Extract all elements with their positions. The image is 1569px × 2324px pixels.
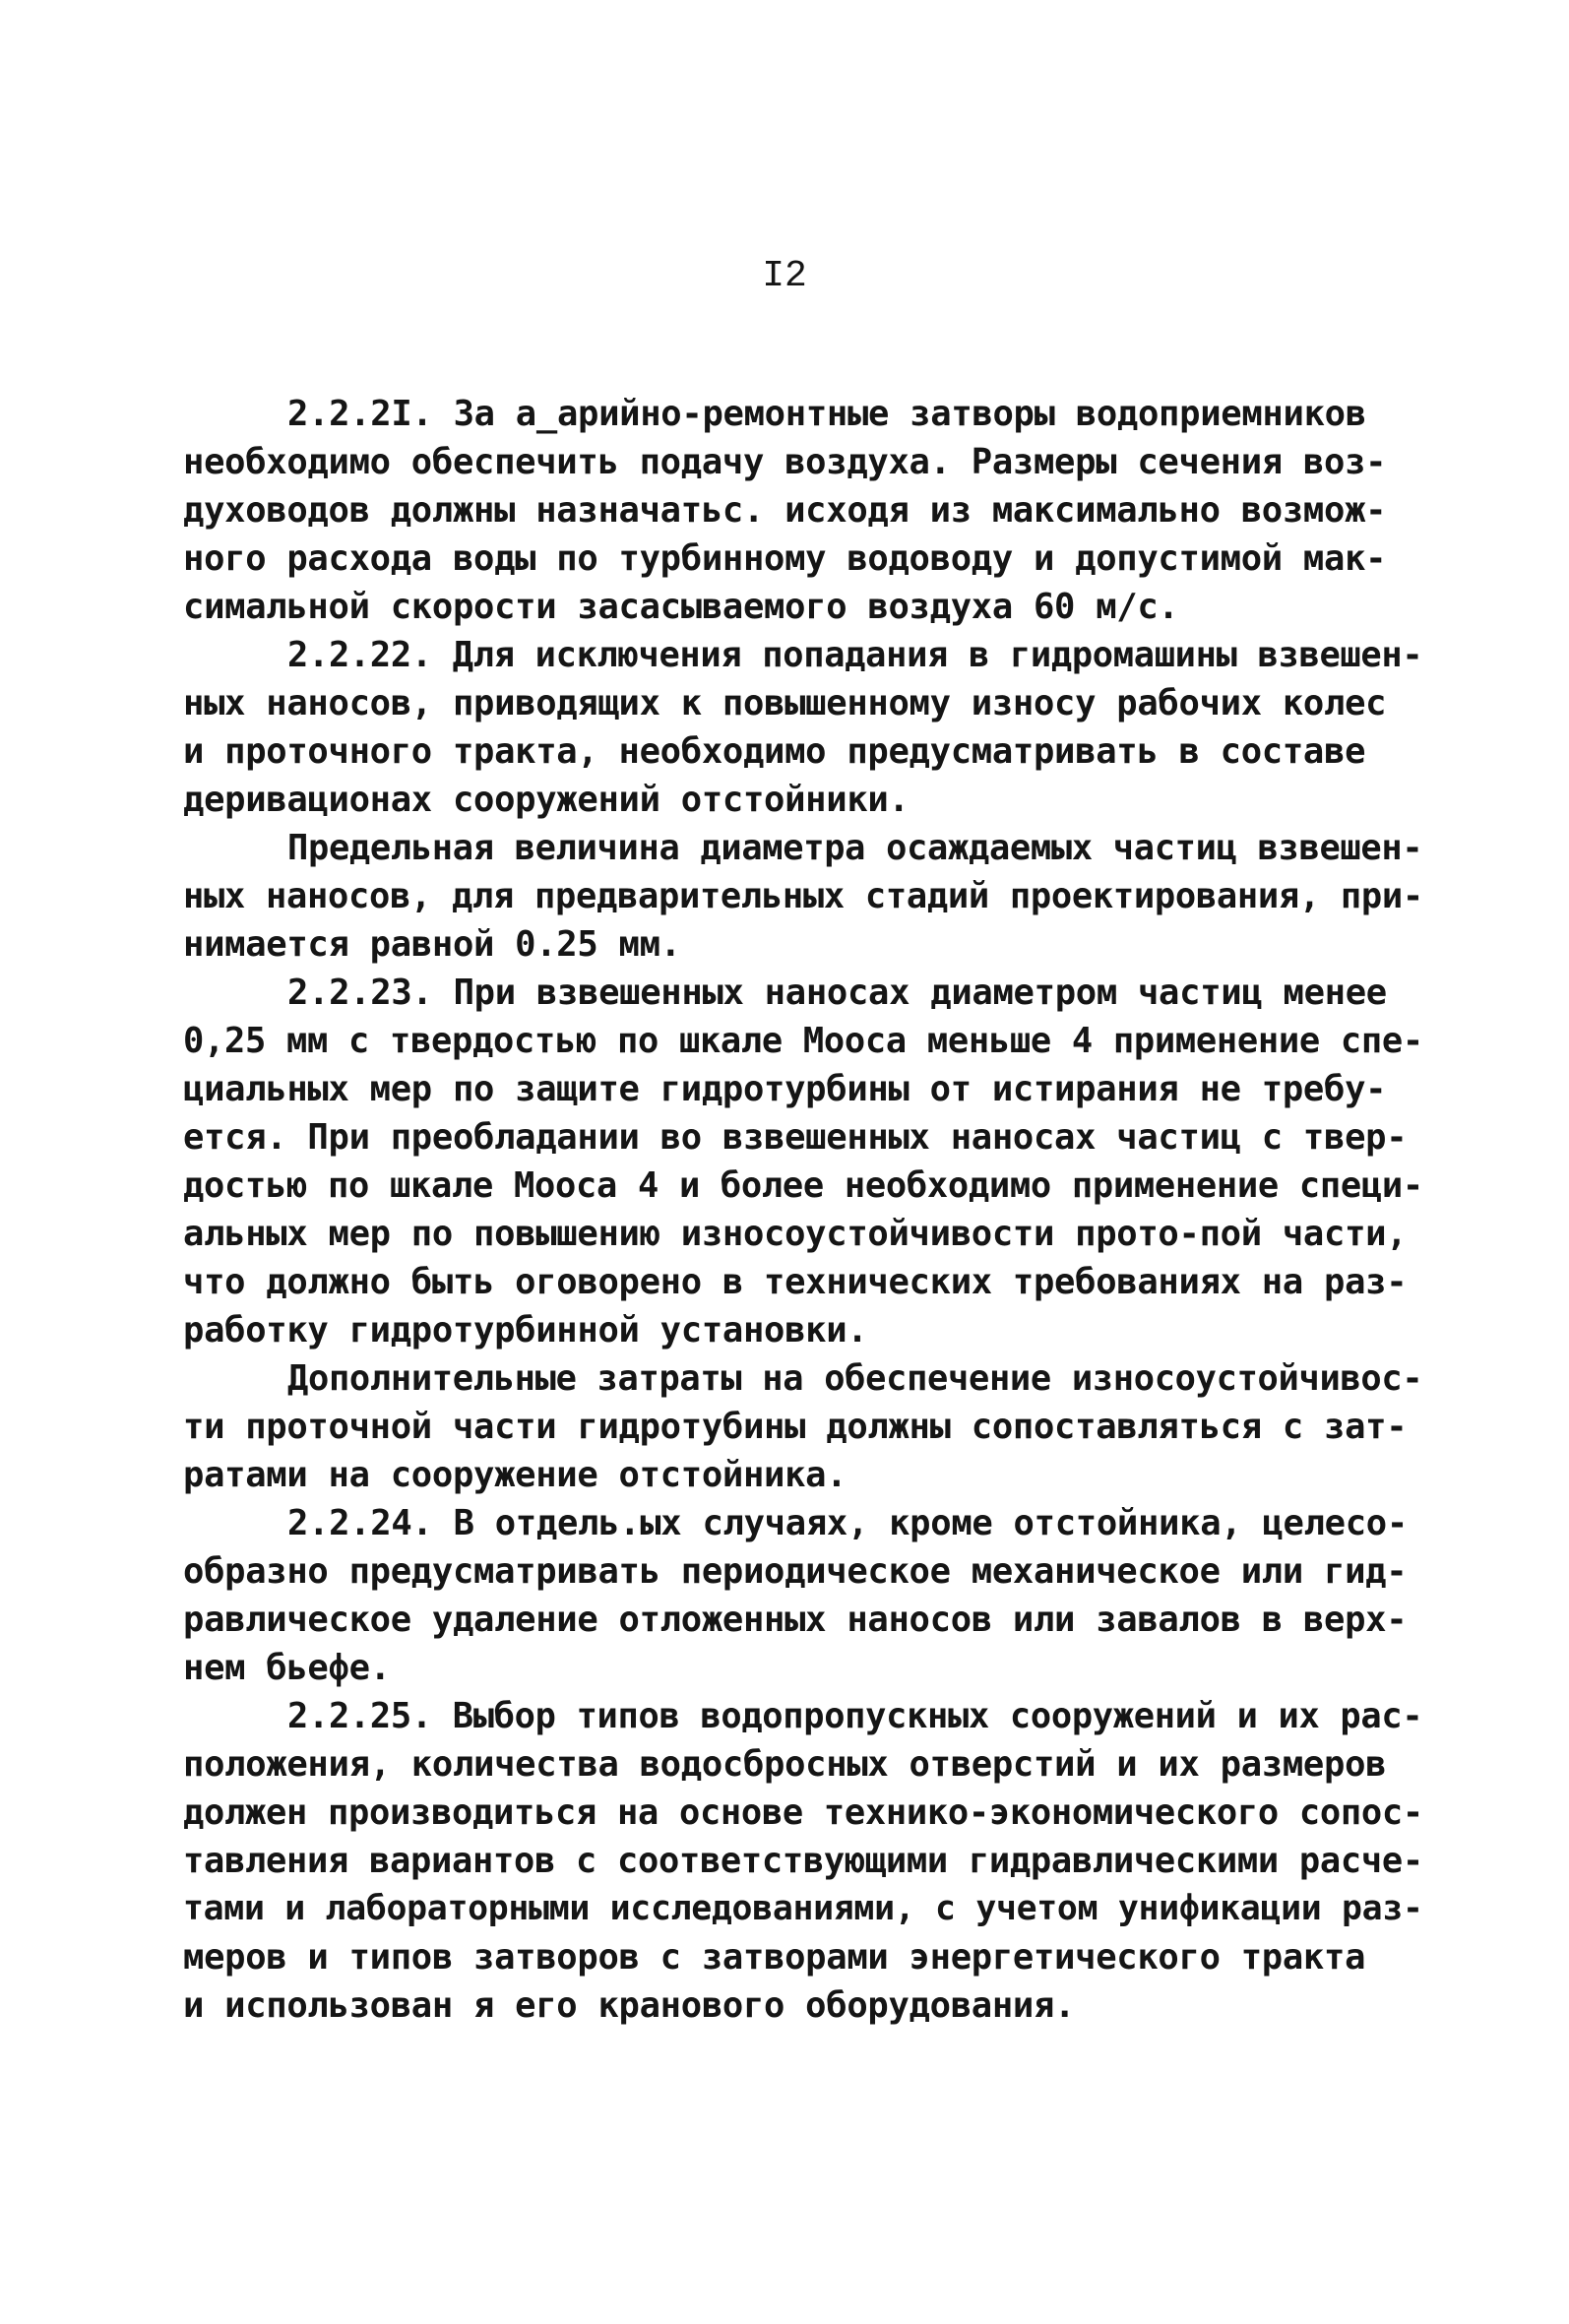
text-line: ти проточной части гидротубины должны сопоставляться с зат- — [183, 1407, 1408, 1447]
text-line: нимается равной 0.25 мм. — [183, 924, 681, 965]
text-line: Дополнительные затраты на обеспечение износоустойчивос- — [287, 1358, 1423, 1399]
text-line: симальной скорости засасываемого воздуха 60 м/с. — [183, 587, 1179, 627]
text-line: положения, количества водосбросных отверстий и их размеров — [183, 1744, 1387, 1785]
text-line: ных наносов, для предварительных стадий проектирования, при- — [183, 876, 1423, 916]
text-line: 2.2.22. Для исключения попадания в гидромашины взвешен- — [287, 635, 1423, 675]
text-line: работку гидротурбинной установки. — [183, 1310, 868, 1350]
text-line: достью по шкале Мооса 4 и более необходимо применение специ- — [183, 1165, 1423, 1206]
text-line: ных наносов, приводящих к повышенному износу рабочих колес — [183, 683, 1387, 723]
text-line: необходимо обеспечить подачу воздуха. Размеры сечения воз- — [183, 442, 1387, 482]
text-line: альных мер по повышению износоустойчивости прото-пой части, — [183, 1214, 1408, 1254]
page-number: I2 — [762, 255, 807, 297]
text-line: нем бьефе. — [183, 1648, 391, 1688]
text-line: 2.2.24. В отдель.ых случаях, кроме отстойника, целесо- — [287, 1503, 1408, 1543]
body-text — [183, 390, 1423, 2030]
text-line: тавления вариантов с соответствующими гидравлическими расче- — [183, 1841, 1423, 1881]
text-line: равлическое удаление отложенных наносов или завалов в верх- — [183, 1600, 1408, 1640]
text-line: деривационах сооружений отстойники. — [183, 780, 910, 820]
text-line: циальных мер по защите гидротурбины от истирания не требу- — [183, 1069, 1387, 1109]
text-line: 2.2.23. При взвешенных наносах диаметром частиц менее — [287, 973, 1387, 1013]
text-line: ного расхода воды по турбинному водоводу и допустимой мак- — [183, 538, 1387, 579]
text-line: ется. При преобладании во взвешенных наносах частиц с твер- — [183, 1117, 1408, 1158]
text-line: Предельная величина диаметра осаждаемых частиц взвешен- — [287, 828, 1423, 868]
text-line: меров и типов затворов с затворами энергетического тракта — [183, 1937, 1366, 1978]
text-line: должен производиться на основе технико-экономического сопос- — [183, 1792, 1423, 1833]
text-line: и проточного тракта, необходимо предусматривать в составе — [183, 731, 1366, 772]
text-line: духоводов должны назначатьс. исходя из максимально возмож- — [183, 490, 1387, 531]
text-line: 0,25 мм с твердостью по шкале Мооса меньше 4 применение спе- — [183, 1021, 1423, 1061]
text-line: 2.2.25. Выбор типов водопропускных сооружений и их рас- — [287, 1696, 1423, 1736]
text-line: образно предусматривать периодическое механическое или гид- — [183, 1551, 1408, 1592]
text-line: 2.2.2I. За а_арийно-ремонтные затворы водоприемников — [287, 394, 1366, 434]
text-line: тами и лабораторными исследованиями, с учетом унификации раз- — [183, 1889, 1423, 1928]
text-line: ратами на сооружение отстойника. — [183, 1455, 847, 1495]
text-line: что должно быть оговорено в технических требованиях на раз- — [183, 1262, 1408, 1302]
text-line: и использован я его кранового оборудования. — [183, 1985, 1076, 2026]
